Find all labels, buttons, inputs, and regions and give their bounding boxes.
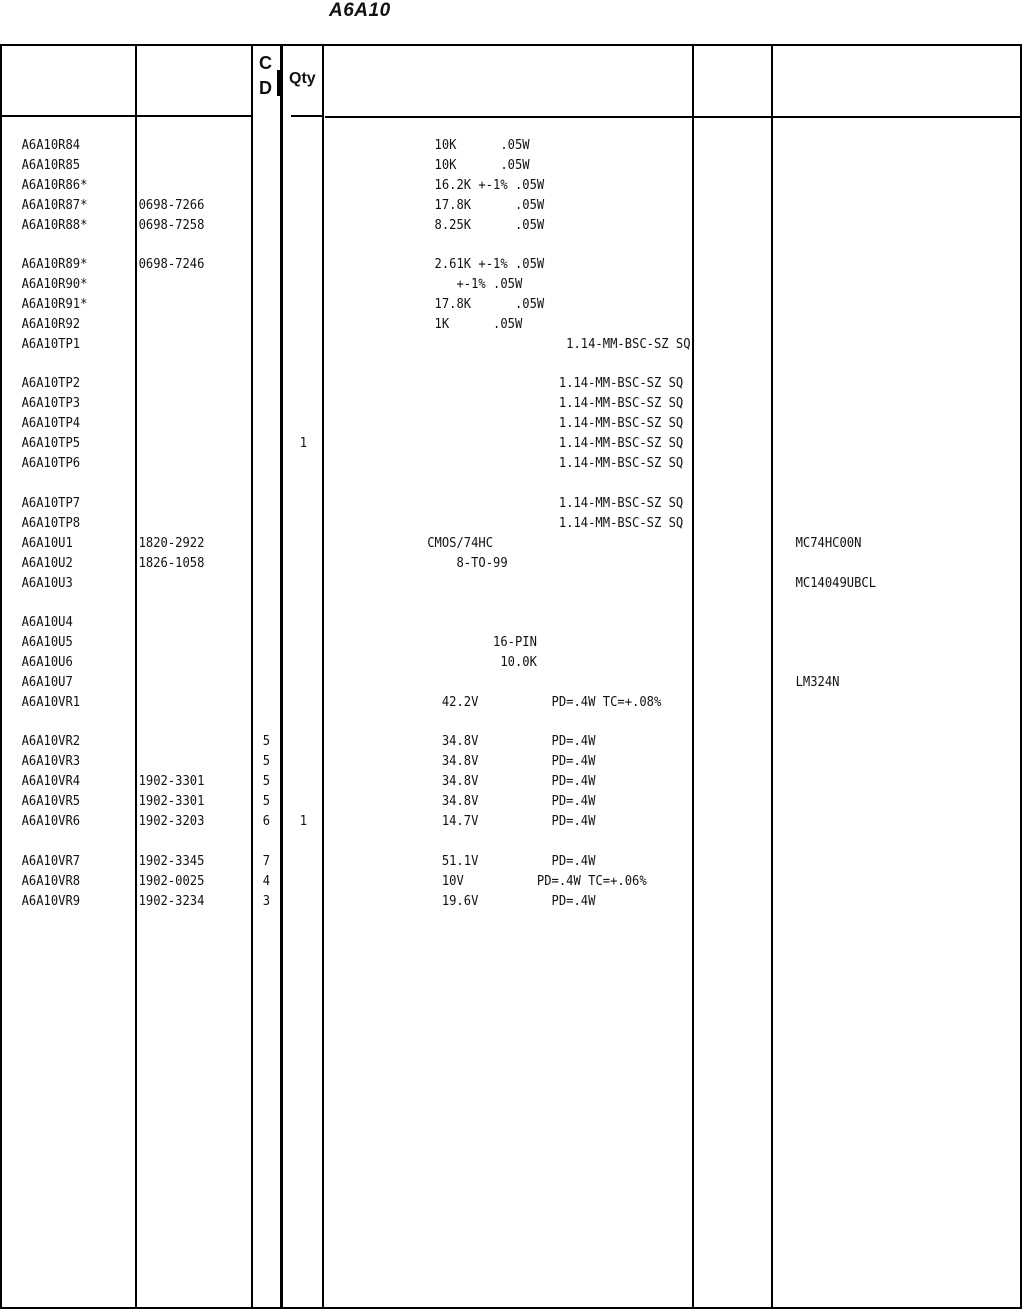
description: 10K .05W — [332, 137, 530, 153]
description: 1.14-MM-BSC-SZ SQ — [332, 495, 684, 511]
check-digit: 7 — [262, 853, 271, 869]
reference-designator: A6A10R91* — [21, 296, 88, 312]
description: 1.14-MM-BSC-SZ SQ — [332, 435, 684, 451]
table-row — [0, 731, 922, 751]
reference-designator: A6A10U7 — [21, 674, 73, 690]
reference-designator: A6A10U1 — [21, 535, 73, 551]
reference-designator: A6A10VR9 — [21, 893, 81, 909]
description: 1.14-MM-BSC-SZ SQ — [332, 375, 684, 391]
part-number: 1826-1058 — [138, 555, 205, 571]
description: +-1% .05W — [332, 276, 523, 292]
table-row — [0, 652, 922, 672]
part-number: 1902-3203 — [138, 813, 205, 829]
check-digit: 5 — [262, 773, 271, 789]
mfr-part-number: LM324N — [795, 674, 840, 690]
mfr-part-number: MC74HC00N — [795, 535, 862, 551]
reference-designator: A6A10R86* — [21, 177, 88, 193]
description: 19.6V PD=.4W — [332, 893, 596, 909]
table-row — [0, 274, 922, 294]
table-row — [0, 811, 922, 831]
cd-header-bar — [277, 70, 283, 96]
description: 1.14-MM-BSC-SZ SQ — [332, 395, 684, 411]
table-row — [0, 891, 922, 911]
description: 1.14-MM-BSC-SZ SQ — [332, 415, 684, 431]
part-number: 1902-3234 — [138, 893, 205, 909]
description: 1.14-MM-BSC-SZ SQ — [332, 455, 684, 471]
reference-designator: A6A10VR6 — [21, 813, 81, 829]
qty-header: Qty — [289, 70, 316, 87]
description: 1.14-MM-BSC-SZ SQ — [332, 515, 684, 531]
description: 10.0K — [332, 654, 537, 670]
part-number: 1902-0025 — [138, 873, 205, 889]
reference-designator: A6A10U5 — [21, 634, 73, 650]
table-row — [0, 373, 922, 393]
check-digit: 3 — [262, 893, 271, 909]
table-row — [0, 175, 922, 195]
reference-designator: A6A10R84 — [21, 137, 81, 153]
table-row — [0, 553, 922, 573]
part-number: 0698-7258 — [138, 217, 205, 233]
check-digit: 6 — [262, 813, 271, 829]
table-row — [0, 254, 922, 274]
table-row — [0, 433, 922, 453]
table-right-border — [1020, 44, 1022, 1309]
cd-header-top: C — [259, 53, 272, 73]
reference-designator: A6A10VR3 — [21, 753, 81, 769]
table-top-border — [0, 44, 1022, 46]
description: 16-PIN — [332, 634, 537, 650]
description: 34.8V PD=.4W — [332, 753, 596, 769]
description: 17.8K .05W — [332, 197, 545, 213]
table-row — [0, 672, 922, 692]
table-row — [0, 195, 922, 215]
description: 34.8V PD=.4W — [332, 793, 596, 809]
part-number: 1902-3301 — [138, 793, 205, 809]
quantity: 1 — [299, 435, 308, 451]
header-rule-qty — [291, 115, 323, 117]
description: 16.2K +-1% .05W — [332, 177, 545, 193]
description: 8-TO-99 — [332, 555, 508, 571]
check-digit: 4 — [262, 873, 271, 889]
description: 34.8V PD=.4W — [332, 733, 596, 749]
table-row — [0, 493, 922, 513]
reference-designator: A6A10TP5 — [21, 435, 81, 451]
description: 1K .05W — [332, 316, 523, 332]
reference-designator: A6A10VR4 — [21, 773, 81, 789]
reference-designator: A6A10U4 — [21, 614, 73, 630]
table-row — [0, 393, 922, 413]
table-row — [0, 632, 922, 652]
reference-designator: A6A10TP2 — [21, 375, 81, 391]
table-row — [0, 215, 922, 235]
part-number: 1820-2922 — [138, 535, 205, 551]
table-row — [0, 533, 922, 553]
table-row — [0, 871, 922, 891]
reference-designator: A6A10U6 — [21, 654, 73, 670]
check-digit: 5 — [262, 753, 271, 769]
part-number: 0698-7246 — [138, 256, 205, 272]
description: 34.8V PD=.4W — [332, 773, 596, 789]
table-row — [0, 771, 922, 791]
reference-designator: A6A10U3 — [21, 575, 73, 591]
reference-designator: A6A10VR2 — [21, 733, 81, 749]
reference-designator: A6A10TP4 — [21, 415, 81, 431]
table-row — [0, 294, 922, 314]
reference-designator: A6A10VR5 — [21, 793, 81, 809]
reference-designator: A6A10R92 — [21, 316, 81, 332]
mfr-part-number: MC14049UBCL — [795, 575, 877, 591]
description: 51.1V PD=.4W — [332, 853, 596, 869]
reference-designator: A6A10U2 — [21, 555, 73, 571]
table-row — [0, 453, 922, 473]
description: 1.14-MM-BSC-SZ SQ — [332, 336, 691, 352]
reference-designator: A6A10TP6 — [21, 455, 81, 471]
page-title: A6A10 — [329, 0, 391, 21]
description: 14.7V PD=.4W — [332, 813, 596, 829]
table-row — [0, 334, 922, 354]
reference-designator: A6A10TP8 — [21, 515, 81, 531]
reference-designator: A6A10VR8 — [21, 873, 81, 889]
cd-header-bottom: D — [259, 78, 272, 98]
table-row — [0, 573, 922, 593]
table-row — [0, 513, 922, 533]
table-row — [0, 791, 922, 811]
table-row — [0, 155, 922, 175]
reference-designator: A6A10TP3 — [21, 395, 81, 411]
check-digit: 5 — [262, 793, 271, 809]
table-row — [0, 413, 922, 433]
reference-designator: A6A10R87* — [21, 197, 88, 213]
table-row — [0, 851, 922, 871]
reference-designator: A6A10TP1 — [21, 336, 81, 352]
description: 42.2V PD=.4W TC=+.08% — [332, 694, 662, 710]
reference-designator: A6A10R88* — [21, 217, 88, 233]
header-rule-left — [0, 115, 252, 117]
reference-designator: A6A10VR1 — [21, 694, 81, 710]
table-row — [0, 612, 922, 632]
table-row — [0, 135, 922, 155]
description: 8.25K .05W — [332, 217, 545, 233]
reference-designator: A6A10R85 — [21, 157, 81, 173]
table-row — [0, 314, 922, 334]
header-rule-right — [325, 116, 1022, 118]
reference-designator: A6A10R89* — [21, 256, 88, 272]
reference-designator: A6A10TP7 — [21, 495, 81, 511]
quantity: 1 — [299, 813, 308, 829]
part-number: 1902-3301 — [138, 773, 205, 789]
description: 2.61K +-1% .05W — [332, 256, 545, 272]
reference-designator: A6A10VR7 — [21, 853, 81, 869]
reference-designator: A6A10R90* — [21, 276, 88, 292]
table-bottom-border — [0, 1307, 1022, 1309]
description: CMOS/74HC — [332, 535, 494, 551]
table-row — [0, 751, 922, 771]
description: 10K .05W — [332, 157, 530, 173]
part-number: 1902-3345 — [138, 853, 205, 869]
part-number: 0698-7266 — [138, 197, 205, 213]
table-row — [0, 692, 922, 712]
description: 17.8K .05W — [332, 296, 545, 312]
description: 10V PD=.4W TC=+.06% — [332, 873, 647, 889]
check-digit: 5 — [262, 733, 271, 749]
